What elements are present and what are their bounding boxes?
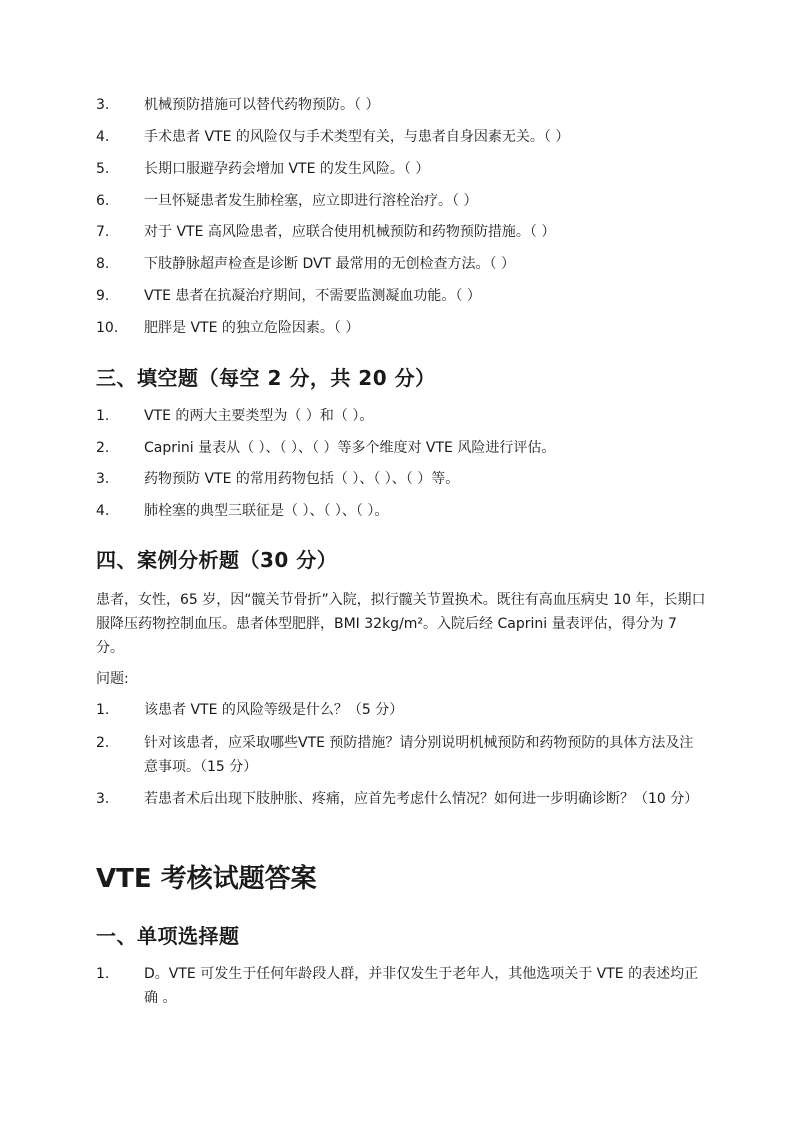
item-text: 手术患者 VTE 的风险仅与手术类型有关，与患者自身因素无关。（ ） bbox=[144, 129, 570, 145]
item-number: 1. bbox=[96, 408, 110, 424]
judgment-item-8 bbox=[96, 252, 706, 276]
case-question-1 bbox=[96, 698, 706, 722]
item-number: 10. bbox=[96, 320, 119, 336]
item-text: 药物预防 VTE 的常用药物包括（ ）、（ ）、（ ）等。 bbox=[144, 471, 460, 487]
fill-item-1 bbox=[96, 404, 706, 428]
item-text: 长期口服避孕药会增加 VTE 的发生风险。（ ） bbox=[144, 161, 430, 177]
case-section-heading: 四、案例分析题（30 分） bbox=[96, 548, 338, 572]
item-number: 4. bbox=[96, 129, 110, 145]
case-description: 患者，女性，65 岁，因“髋关节骨折”入院，拟行髋关节置换术。既往有高血压病史 10 年，长期口服降压药物控制血压。患者体型肥胖，BMI 32kg/m²。入院后经 Caprini 量表评估，得分为 7 分。 bbox=[96, 592, 706, 656]
fill-item-3 bbox=[96, 467, 706, 491]
fill-item-4 bbox=[96, 499, 706, 523]
item-text: 针对该患者，应采取哪些VTE 预防措施？请分别说明机械预防和药物预防的具体方法及注意事项。（15 分） bbox=[144, 735, 694, 775]
judgment-item-4 bbox=[96, 125, 706, 149]
item-number: 6. bbox=[96, 193, 110, 209]
item-number: 5. bbox=[96, 161, 110, 177]
judgment-item-3 bbox=[96, 93, 706, 117]
item-text: 机械预防措施可以替代药物预防。（ ） bbox=[144, 97, 380, 113]
item-number: 4. bbox=[96, 503, 110, 519]
item-text: 肥胖是 VTE 的独立危险因素。（ ） bbox=[144, 320, 360, 336]
item-text: VTE 患者在抗凝治疗期间，不需要监测凝血功能。（ ） bbox=[144, 288, 481, 304]
item-number: 1. bbox=[96, 966, 110, 982]
judgment-item-9 bbox=[96, 284, 706, 308]
item-number: 9. bbox=[96, 288, 110, 304]
fill-item-2 bbox=[96, 436, 706, 460]
fill-section-heading: 三、填空题（每空 2 分，共 20 分） bbox=[96, 366, 436, 390]
item-text: 该患者 VTE 的风险等级是什么？（5 分） bbox=[144, 702, 404, 718]
judgment-item-10 bbox=[96, 316, 706, 340]
item-number: 7. bbox=[96, 224, 110, 240]
item-text: 下肢静脉超声检查是诊断 DVT 最常用的无创检查方法。（ ） bbox=[144, 256, 516, 272]
item-number: 2. bbox=[96, 735, 110, 751]
judgment-item-6 bbox=[96, 189, 706, 213]
item-number: 1. bbox=[96, 702, 110, 718]
answer-item-1 bbox=[96, 962, 706, 1010]
question-label: 问题: bbox=[96, 671, 129, 687]
case-question-2 bbox=[96, 731, 706, 779]
answers-title: VTE 考核试题答案 bbox=[96, 864, 317, 894]
item-text: VTE 的两大主要类型为（ ）和（ ）。 bbox=[144, 408, 374, 424]
item-text: 若患者术后出现下肢肿胀、疼痛，应首先考虑什么情况？如何进一步明确诊断？（10 分） bbox=[144, 791, 699, 807]
item-text: 一旦怀疑患者发生肺栓塞，应立即进行溶栓治疗。（ ） bbox=[144, 193, 478, 209]
answers-section-heading: 一、单项选择题 bbox=[96, 924, 240, 948]
judgment-item-7 bbox=[96, 220, 706, 244]
item-number: 3. bbox=[96, 471, 110, 487]
item-text: Caprini 量表从（ ）、（ ）、（ ）等多个维度对 VTE 风险进行评估。 bbox=[144, 440, 556, 456]
item-number: 8. bbox=[96, 256, 110, 272]
case-question-3 bbox=[96, 787, 706, 811]
item-text: 肺栓塞的典型三联征是（ ）、（ ）、（ ）。 bbox=[144, 503, 389, 519]
item-text: 对于 VTE 高风险患者，应联合使用机械预防和药物预防措施。（ ） bbox=[144, 224, 556, 240]
judgment-item-5 bbox=[96, 157, 706, 181]
item-number: 3. bbox=[96, 791, 110, 807]
item-number: 3. bbox=[96, 97, 110, 113]
item-number: 2. bbox=[96, 440, 110, 456]
item-text: D。VTE 可发生于任何年龄段人群，并非仅发生于老年人，其他选项关于 VTE 的表述均正确 。 bbox=[144, 966, 699, 1006]
